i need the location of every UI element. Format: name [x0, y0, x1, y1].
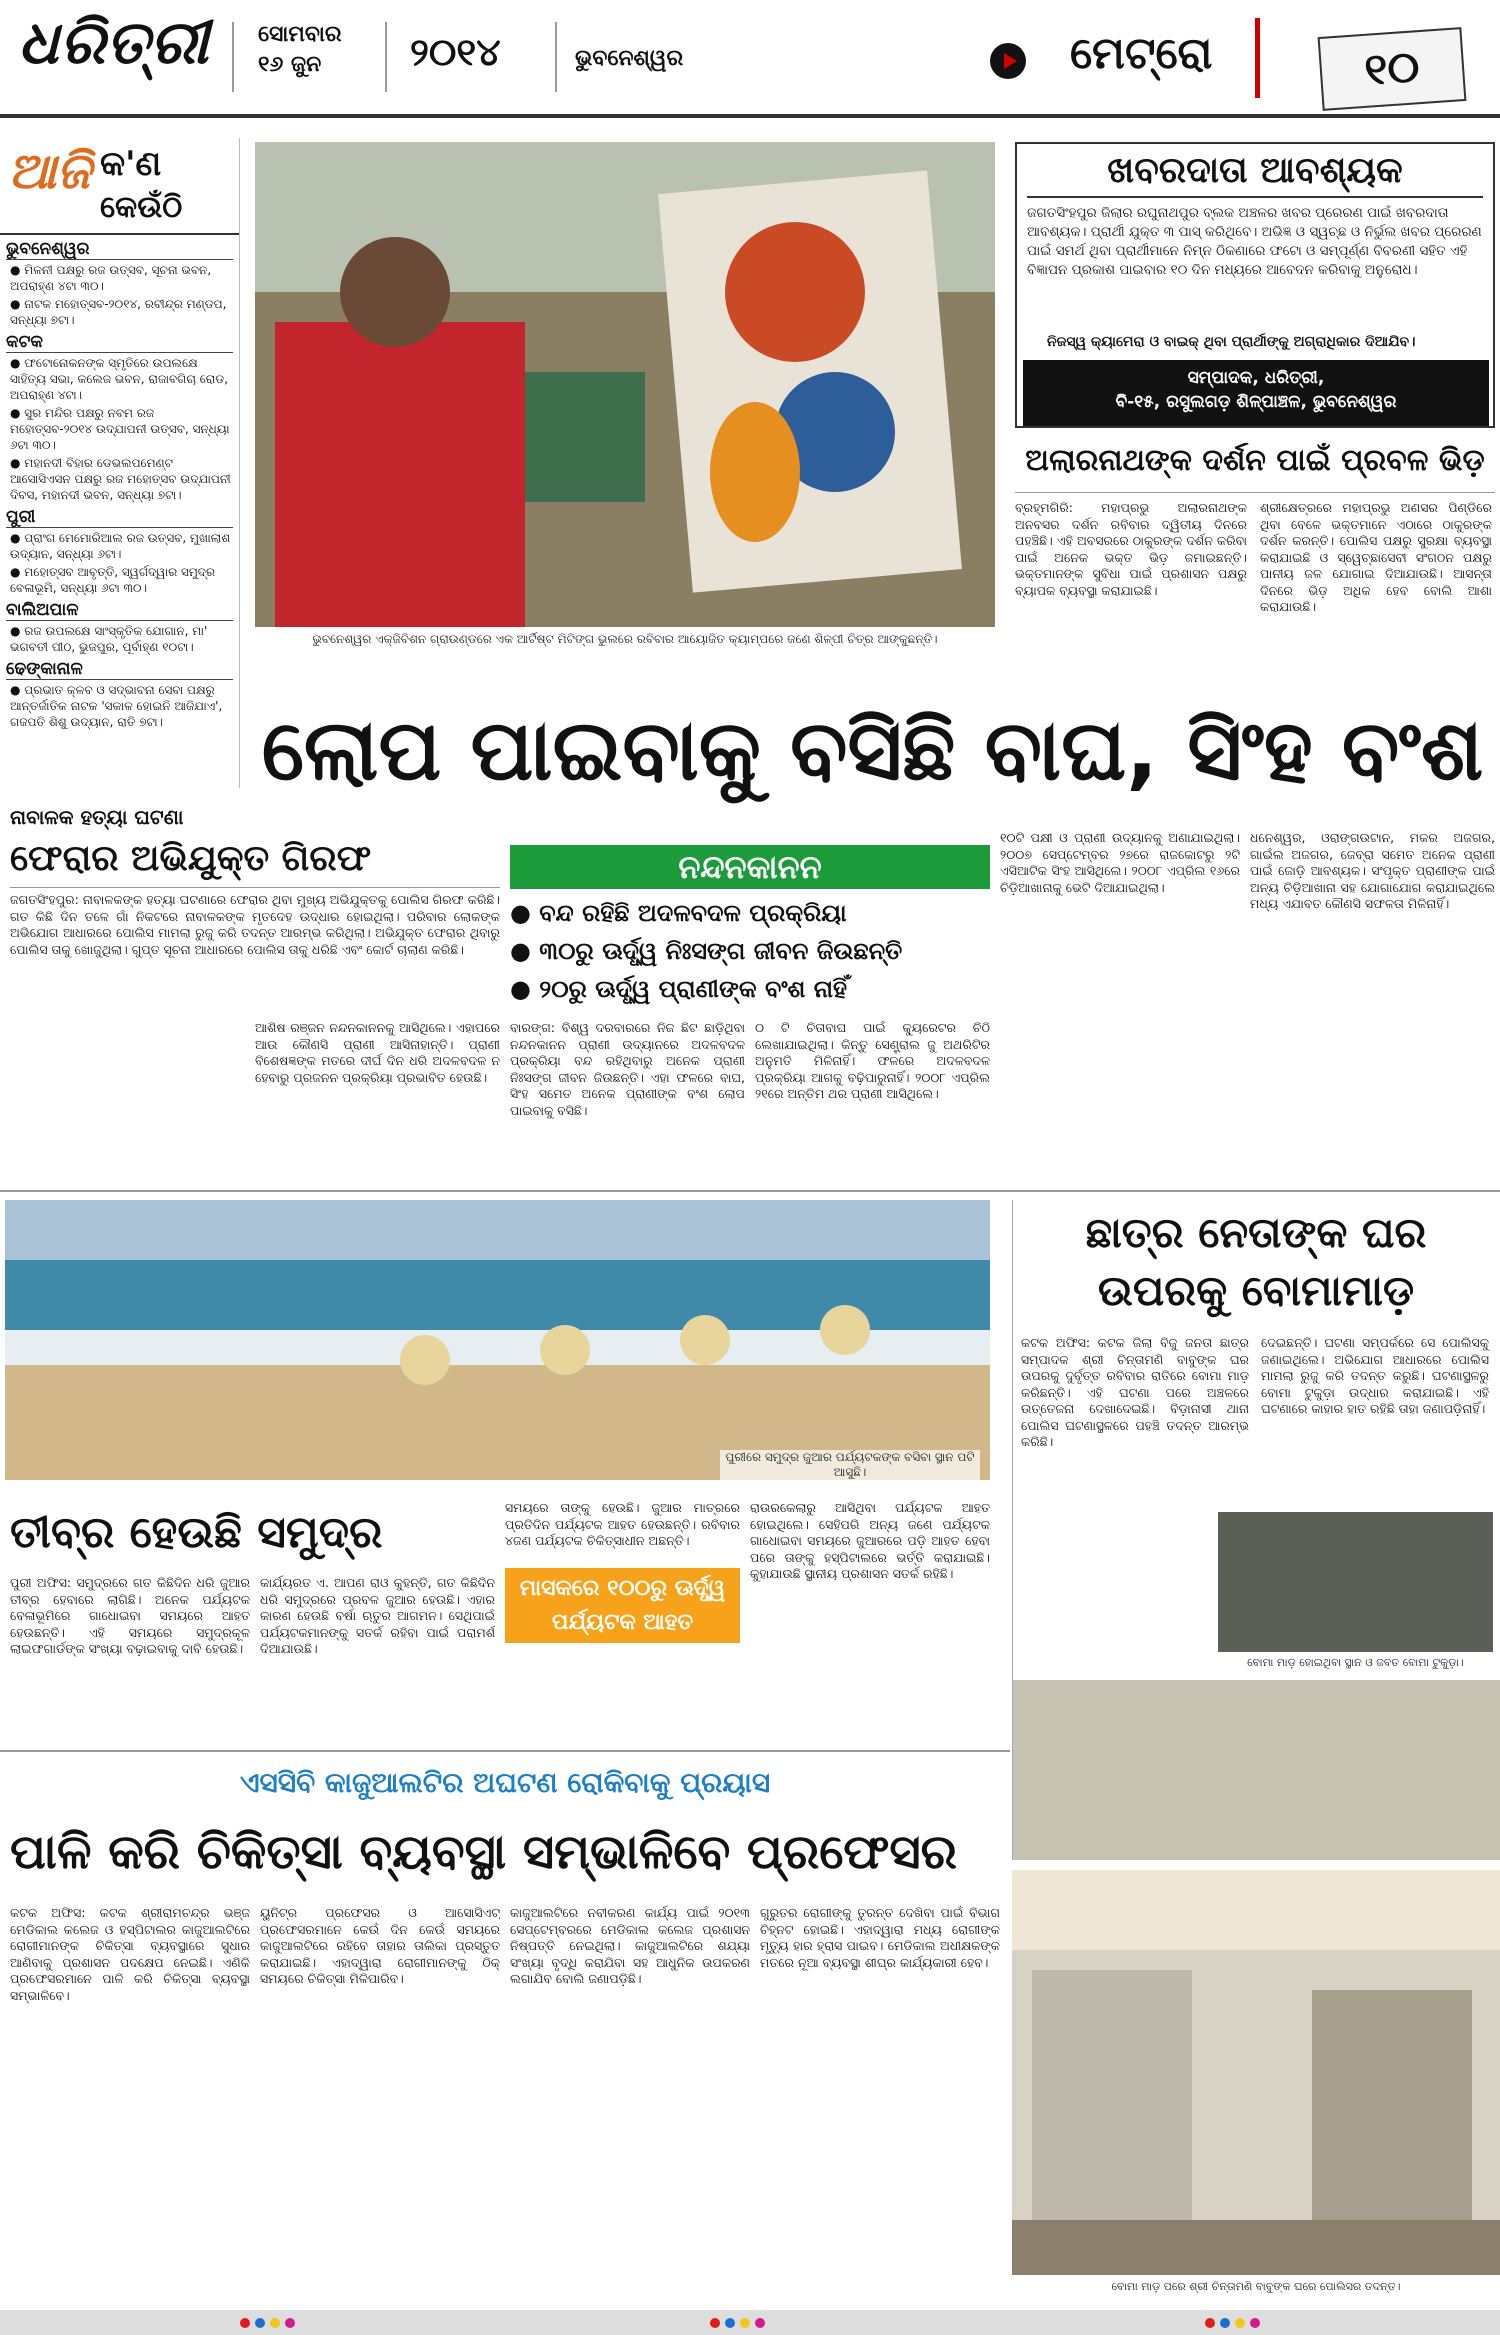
article-column: ସମୟରେ ତାଙ୍କୁ ହେଉଛି। ଜୁଆର ମାତ୍ରରେ ପ୍ରତିଦିନ ପର୍ଯ୍ୟଟକ ଆହତ ହେଉଛନ୍ତି। ରବିବାର ୪ଜଣ ପର୍ଯ୍ୟଟକ ଚିକିତ୍ସାଧୀନ ଅଛନ୍ତି। [505, 1500, 740, 1548]
issue-date [258, 20, 342, 80]
event-item: ● ପ୍ରାଂଗ ମେମୋରିଆଲ ରଜ ଉତ୍ସବ, ମୁଖାଲାଶ ଉଦ୍ୟାନ, ସନ୍ଧ୍ୟା ୬ଟା। [10, 530, 233, 562]
story-headline: ତୀବ୍ର ହେଉଛି ସମୁଦ୍ର [10, 1507, 383, 1558]
event-item: ● ମହୋତ୍ସବ ଆବୃତ୍ତି, ସ୍ୱର୍ଗଦ୍ୱାର ସମୁଦ୍ର ବେଳାଭୂମି, ସନ୍ଧ୍ୟା ୬ଟା ୩୦। [10, 564, 233, 596]
section-badge: ନନ୍ଦନକାନନ [510, 845, 990, 889]
event-item: ● ମହାନଦୀ ବିହାର ଡେଭଲପମେଣ୍ଟ ଆସୋସିଏସନ ପକ୍ଷରୁ ରଜ ମହୋତ୍ସବ ଉଦ୍‌ଯାପନୀ ଦିବସ, ମହାନଦୀ ଭବନ, ସନ୍ଧ୍ୟା ୭ଟା। [10, 455, 233, 503]
color-dot [255, 2318, 265, 2328]
sidebar-city: କଟକ [6, 332, 233, 353]
color-dot [710, 2318, 720, 2328]
color-dot [240, 2318, 250, 2328]
section-divider [0, 1750, 1010, 1752]
article-column: ୟୁନିଟ୍‌ର ପ୍ରଫେସର ଓ ଆସୋସିଏଟ୍ ପ୍ରଫେସରମାନେ କେଉଁ ଦିନ କେଉଁ ସମୟରେ କାଜୁଆଲଟିରେ ରହିବେ ତାହାର ତାଲିକା ପ୍ରସ୍ତୁତ କରାଯାଇଛି। ଏହାଦ୍ୱାରା ରୋଗୀମାନଙ୍କୁ ଠିକ୍ ସମୟରେ ଚିକିତ୍ସା ମିଳିପାରିବ। [260, 1905, 500, 1986]
ad-body: ଜଗତସିଂହପୁର ଜିଲାର ରଘୁନାଥପୁର ବ୍ଲକ ଅଞ୍ଚଳର ଖବର ପ୍ରେରଣ ପାଇଁ ଖବରଦାତା ଆବଶ୍ୟକ। ପ୍ରାର୍ଥୀ ଯୁକ୍ତ ୩ ପାସ୍ କରିଥିବେ। ଅଭିଜ୍ଞ ଓ ସ୍ୱଚ୍ଛ ଓ ନିର୍ଭୁଲ ଖବର ପ୍ରେରଣ ପାଇଁ ସମର୍ଥ ଥିବା ପ୍ରାର୍ଥୀମାନେ ନିମ୍ନ ଠିକଣାରେ ଫଟୋ ଓ ସମ୍ପୂର୍ଣ୍ଣ ବିବରଣୀ ସହିତ ଏହି ବିଜ୍ଞାପନ ପ୍ରକାଶ ପାଇବାର ୧୦ ଦିନ ମଧ୍ୟରେ ଆବେଦନ କରିବାକୁ ଅନୁରୋଧ। [1027, 205, 1482, 278]
newspaper-logo: ଧରିତ୍ରୀ [18, 8, 210, 78]
color-dot [1250, 2318, 1260, 2328]
color-dot [285, 2318, 295, 2328]
issue-year: ୨୦୧୪ [410, 30, 501, 74]
section-divider [0, 1190, 1500, 1192]
story-headline: ଫେରାର ଅଭିଯୁକ୍ତ ଗିରଫ [10, 838, 500, 888]
article-column: କାଜୁଆଲଟିରେ ନବୀକରଣ କାର୍ଯ୍ୟ ପାଇଁ ୨୦୧୩ ସେପ୍ଟେମ୍ବରରେ ମେଡିକାଲ କଲେଜ ପ୍ରଶାସନ ନିଷ୍ପତ୍ତି ନେଇଥିଲା। କାଜୁଆଲଟିରେ ଶଯ୍ୟା ସଂଖ୍ୟା ବୃଦ୍ଧି କରାଯିବା ସହ ଆଧୁନିକ ଉପକରଣ ଲଗାଯିବ ବୋଲି ଜଣାପଡ଼ିଛି। [510, 1905, 750, 1986]
sidebar-title: କ'ଣ [100, 144, 162, 184]
color-dot [1205, 2318, 1215, 2328]
events-sidebar [0, 138, 240, 788]
article-column: କାର୍ଯ୍ୟରତ ଏ. ଆପଣ ରାଓ କୁହନ୍ତି, ଗତ କିଛିଦିନ ଧରି ସମୁଦ୍ରରେ ପ୍ରବଳ ଜୁଆର ହେଉଛି। ଏହାର କାରଣ ହେଉଛି ବର୍ଷା ଋତୁର ଆଗମନ। ସେଥିପାଇଁ ପର୍ଯ୍ୟଟକମାନଙ୍କୁ ସତର୍କ ରହିବା ପାଇଁ ପରାମର୍ଶ ଦିଆଯାଉଛି। [260, 1575, 495, 1656]
sidebar-city: ବାଲିଅପାଳ [6, 600, 233, 621]
photo-caption: ବୋମା ମାଡ଼ ପରେ ଶ୍ରୀ ଚିନ୍ତାମଣି ବାବୁଙ୍କ ଘରେ ପୋଲିସର ତଦନ୍ତ। [1111, 2280, 1401, 2293]
sidebar-subtitle: କେଉଁଠି [100, 190, 183, 225]
article-column: ୦ ଟି ଚିତାବାଘ ପାଇଁ କ୍ୟୁରେଟର ଚିଠି ଲେଖାଯାଇଥିଲା। କିନ୍ତୁ ସେଣ୍ଟ୍ରାଲ ଜୁ ଅଥରିଟିର ଅନୁମତି ମିଳିନାହିଁ। ଫଳରେ ଅଦଳବଦଳ ପ୍ରକ୍ରିୟା ଆଗକୁ ବଢ଼ିପାରୁନାହିଁ। ୨୦୦୮ ଏପ୍ରିଲ ୨୧ରେ ଅନ୍ତିମ ଥର ପ୍ରାଣୀ ଆସିଥିଲେ। [755, 1020, 990, 1101]
article-column: ଆଶିଷ ରଞ୍ଜନ ନନ୍ଦନକାନନକୁ ଆସିଥିଲେ। ଏହାପରେ ଆଉ କୌଣସି ପ୍ରାଣୀ ଆସିନାହାନ୍ତି। ପ୍ରାଣୀ ବିଶେଷଜ୍ଞଙ୍କ ମତରେ ଦୀର୍ଘ ଦିନ ଧରି ଅଦଳବଦଳ ନ ହେବାରୁ ପ୍ରଜନନ ପ୍ରକ୍ରିୟା ପ୍ରଭାବିତ ହେଉଛି। [255, 1020, 500, 1085]
bullet-point: ● ୩୦ରୁ ଊର୍ଦ୍ଧ୍ୱ ନିଃସଙ୍ଗ ଜୀବନ ଜିଉଛନ୍ତି [510, 937, 903, 965]
ad-title: ଖବରଦାତା ଆବଶ୍ୟକ [1027, 150, 1483, 198]
article-column: କଟକ ଅଫିସ: କଟକ ଜିଲା ବିଜୁ ଜନତା ଛାତ୍ର ସମ୍ପାଦକ ଶ୍ରୀ ଚିନ୍ତାମଣି ବାବୁଙ୍କ ଘର ଉପରକୁ ଦୁର୍ବୃତ୍ତ ରବିବାର ରାତିରେ ବୋମା ମାଡ଼ କରିଛନ୍ତି। ଏହି ଘଟଣା ପରେ ଅଞ୍ଚଳରେ ଉତ୍ତେଜନା ଦେଖାଦେଇଛି। ବିଡ଼ାନାସୀ ଥାନା ପୋଲିସ ଘଟଣାସ୍ଥଳରେ ପହଞ୍ଚି ତଦନ୍ତ ଆରମ୍ଭ କରିଛି। [1021, 1335, 1249, 1449]
article-column: ପୁରୀ ଅଫିସ: ସମୁଦ୍ରରେ ଗତ କିଛିଦିନ ଧରି ଜୁଆର ତୀବ୍ର ହେବାରେ ଲାଗିଛି। ଅନେକ ପର୍ଯ୍ୟଟକ ବେଳାଭୂମିରେ ଗାଧୋଇବା ସମୟରେ ଆହତ ହେଉଛନ୍ତି। ଏହି ସମୟରେ ସମୁଦ୍ରକୂଳ ଲାଇଫଗାର୍ଡଙ୍କ ସଂଖ୍ୟା ବଢ଼ାଇବାକୁ ଦାବି ହେଉଛି। [10, 1575, 250, 1656]
page-footer [0, 2310, 1500, 2335]
story-body: ଜଗତସିଂହପୁର: ନାବାଳକଙ୍କ ହତ୍ୟା ଘଟଣାରେ ଫେରାର ଥିବା ମୁଖ୍ୟ ଅଭିଯୁକ୍ତକୁ ପୋଲିସ ଗିରଫ କରିଛି। ଗତ କିଛି ଦିନ ତଳେ ଗାଁ ନିକଟରେ ନାବାଳକଙ୍କ ମୃତଦେହ ଉଦ୍ଧାର ହୋଇଥିଲା। ପରିବାର ଲୋକଙ୍କ ଅଭିଯୋଗ ଆଧାରରେ ପୋଲିସ ମାମଲା ରୁଜୁ କରି ତଦନ୍ତ ଆରମ୍ଭ କରିଥିଲା। ଅଭିଯୁକ୍ତ ଫେରାର ଥିବାରୁ ପୋଲିସ ତାକୁ ଖୋଜୁଥିଲା। ଗୁପ୍ତ ସୂଚନା ଆଧାରରେ ପୋଲିସ ତାକୁ ଧରିଛି ଏବଂ କୋର୍ଟ ଚାଲାଣ କରିଛି। [10, 892, 500, 957]
color-dot [270, 2318, 280, 2328]
police-photo [1012, 1870, 1500, 2275]
divider [232, 22, 234, 92]
bullet-point: ● ବନ୍ଦ ରହିଛି ଅଦଳବଦଳ ପ୍ରକ୍ରିୟା [510, 899, 847, 927]
color-dot [755, 2318, 765, 2328]
article-column: ଦେଇଛନ୍ତି। ଘଟଣା ସମ୍ପର୍କରେ ସେ ପୋଲିସକୁ ଜଣାଇଥିଲେ। ଅଭିଯୋଗ ଆଧାରରେ ପୋଲିସ ମାମଲା ରୁଜୁ କରି ତଦନ୍ତ କରୁଛି। ଘଟଣାସ୍ଥଳରୁ ବୋମା ଟୁକୁଡ଼ା ଉଦ୍ଧାର କରାଯାଇଛି। ଏହି ଘଟଣାରେ କାହାର ହାତ ରହିଛି ତାହା ଜଣାପଡ଼ିନାହିଁ। [1261, 1335, 1489, 1416]
photo-caption: ବୋମା ମାଡ଼ ହୋଇଥିବା ସ୍ଥାନ ଓ ଜବତ ବୋମା ଟୁକୁଡ଼ା। [1247, 1656, 1464, 1669]
story-headline: ପାଳି କରି ଚିକିତ୍ସା ବ୍ୟବସ୍ଥା ସମ୍ଭାଳିବେ ପ୍ରଫେସର [10, 1824, 958, 1880]
story-headline: ଛାତ୍ର ନେତାଙ୍କ ଘର ଉପରକୁ ବୋମାମାଡ଼ [1085, 1208, 1427, 1315]
main-headline: ଲୋପ ପାଇବାକୁ ବସିଛି ବାଘ, ସିଂହ ବଂଶ [261, 701, 1484, 799]
accent-bar [1255, 18, 1260, 98]
ad-contact-line: ବି-୧୫, ରସୁଲଗଡ଼ ଶିଳ୍ପାଞ୍ଚଳ, ଭୁବନେଶ୍ୱର [1115, 392, 1397, 412]
sidebar-city: ପୁରୀ [6, 507, 233, 528]
police-house-photo [1013, 1680, 1500, 1860]
article-column: ଧନେଶ୍ୱର, ଓରାଙ୍ଗଉଟାନ, ମକର ଅଜଗର, ଗାଇଁଲ ଅଜଗର, ଜେବ୍ରା ସମେତ ଅନେକ ପ୍ରାଣୀ ପାଇଁ ଜୋଡ଼ି ଆବଶ୍ୟକ। ସଂପୃକ୍ତ ପ୍ରାଣୀଙ୍କ ପାଇଁ ଅନ୍ୟ ଚିଡ଼ିଆଖାନା ସହ ଯୋଗାଯୋଗ କରାଯାଇଥିଲେ ମଧ୍ୟ ଏଯାବତ କୌଣସି ସଫଳତା ମିଳିନାହିଁ। [1250, 830, 1495, 911]
event-item: ● ନାଟକ ମହୋତ୍ସବ-୨୦୧୪, ରବୀନ୍ଦ୍ର ମଣ୍ଡପ, ସନ୍ଧ୍ୟା ୭ଟା। [10, 296, 233, 328]
ad-note: ନିଜସ୍ୱ କ୍ୟାମେରା ଓ ବାଇକ୍ ଥିବା ପ୍ରାର୍ଥୀଙ୍କୁ ଅଗ୍ରାଧିକାର ଦିଆଯିବ। [1047, 334, 1416, 350]
page-number: ୧୦ [1318, 27, 1467, 111]
edition-city: ଭୁବନେଶ୍ୱର [575, 46, 684, 71]
story-kicker: ନାବାଳକ ହତ୍ୟା ଘଟଣା [10, 805, 184, 829]
bullet-text: ୨୦ରୁ ଊର୍ଦ୍ଧ୍ୱ ପ୍ରାଣୀଙ୍କ ବଂଶ ନାହିଁ [539, 975, 848, 1003]
event-item: ● ରଜ ଉପଲକ୍ଷେ ସାଂସ୍କୃତିକ ଯୋଗାନ, ମା' ଭଗବତୀ ପୀଠ, ଭୁଜପୁର, ପୂର୍ବାହ୍ଣ ୧୦ଟା। [10, 623, 233, 655]
sidebar-city: ଭୁବନେଶ୍ୱର [6, 239, 233, 260]
article-column: ଗୁରୁତର ରୋଗୀଙ୍କୁ ତୁରନ୍ତ ଦେଖିବା ପାଇଁ ବିଭାଗ ଚିହ୍ନଟ ହୋଇଛି। ଏହାଦ୍ୱାରା ମଧ୍ୟ ରୋଗୀଙ୍କ ମୃତ୍ୟୁ ହାର ହ୍ରାସ ପାଇବ। ମେଡିକାଲ ଅଧୀକ୍ଷକଙ୍କ ମତରେ ନୂଆ ବ୍ୟବସ୍ଥା ଶୀଘ୍ର କାର୍ଯ୍ୟକାରୀ ହେବ। [760, 1905, 1000, 1970]
divider [555, 22, 557, 92]
ad-contact [1023, 360, 1489, 428]
event-item: ● ମିଳନୀ ପକ୍ଷରୁ ରଜ ଉତ୍ସବ, ସୂଚନା ଭବନ, ଅପରାହ୍ଣ ୪ଟା ୩୦। [10, 262, 233, 294]
article-column: ବ୍ରହ୍ମଗିରି: ମହାପ୍ରଭୁ ଅଲାରନାଥଙ୍କ ଅନବସର ଦର୍ଶନ ରବିବାର ଦ୍ୱିତୀୟ ଦିନରେ ପହଞ୍ଚିଛି। ଏହି ଅବସରରେ ଠାକୁରଙ୍କ ଦର୍ଶନ କରିବା ପାଇଁ ଅନେକ ଭକ୍ତ ଭିଡ଼ ଜମାଇଛନ୍ତି। ଭକ୍ତମାନଙ୍କ ସୁବିଧା ପାଇଁ ପ୍ରଶାସନ ପକ୍ଷରୁ ବ୍ୟାପକ ବ୍ୟବସ୍ଥା କରାଯାଇଛି। [1015, 500, 1247, 598]
article-column: ରାଉରକେଲାରୁ ଆସିଥିବା ପର୍ଯ୍ୟଟକ ଆହତ ହୋଇଥିଲେ। ସେହିପରି ଅନ୍ୟ ଜଣେ ପର୍ଯ୍ୟଟକ ଗାଧୋଇବା ସମୟରେ ଜୁଆରରେ ପଡ଼ି ଆହତ ହେବା ପରେ ତାଙ୍କୁ ହସ୍ପିଟାଲରେ ଭର୍ତ୍ତି କରାଯାଇଛି। କୁହାଯାଉଛି ସ୍ଥାନୀୟ ପ୍ରଶାସନ ସତର୍କ ରହିଛି। [750, 1500, 990, 1581]
color-dot [725, 2318, 735, 2328]
issue-date-text: ୧୬ ଜୁନ [258, 52, 322, 77]
color-dot [740, 2318, 750, 2328]
section-title: ମେଟ୍ରୋ [1070, 28, 1213, 79]
article-column: କଟକ ଅଫିସ: କଟକ ଶ୍ରୀରାମଚନ୍ଦ୍ର ଭଞ୍ଜ ମେଡିକାଲ କଲେଜ ଓ ହସ୍ପିଟାଲର କାଜୁଆଲଟିରେ ରୋଗୀମାନଙ୍କ ଚିକିତ୍ସା ବ୍ୟବସ୍ଥାରେ ସୁଧାର ଆଣିବାକୁ ପ୍ରଶାସନ ପଦକ୍ଷେପ ନେଇଛି। ଏଣିକି ପ୍ରଫେସରମାନେ ପାଳି କରି ଚିକିତ୍ସା ବ୍ୟବସ୍ଥା ସମ୍ଭାଳିବେ। [10, 1905, 250, 2003]
painter-photo [255, 142, 995, 627]
issue-day: ସୋମବାର [258, 22, 342, 47]
event-item: ● ପ୍ରଭାତ କ୍ଳବ ଓ ସଦ୍ଭାବନା ସେବା ପକ୍ଷରୁ ଆନ୍ତର୍ଜାତିକ ନାଟକ 'ସକାଳ ହୋଇନି ଆଜିଯାଏ', ଗଜପତି ଶିଶୁ ଉଦ୍ୟାନ, ରାତି ୭ଟା। [10, 682, 233, 730]
divider [385, 22, 387, 92]
student-story [1012, 1200, 1500, 1860]
sidebar-city: ଢେଙ୍କାନାଳ [6, 659, 233, 680]
play-icon [990, 43, 1026, 79]
classified-ad [1015, 142, 1495, 428]
photo-caption: ଭୁବନେଶ୍ୱର ଏକ୍ଜିବିଶନ ଗ୍ରାଉଣ୍ଡରେ ଏକ ଆର୍ଟିଷ୍ଟ ମିଟିଙ୍ଗ ଭୁଲରେ ରବିବାର ଆୟୋଜିତ କ୍ୟାମ୍ପରେ ଜଣେ ଶିଳ୍ପୀ ଚିତ୍ର ଆଙ୍କୁଛନ୍ତି। [312, 632, 938, 646]
event-item: ● ସୁର ମନ୍ଦିର ପକ୍ଷରୁ ନବମ ରଜ ମହୋତ୍ସବ-୨୦୧୪ ଉଦ୍‌ଯାପନୀ ଉତ୍ସବ, ସନ୍ଧ୍ୟା ୬ଟା ୩୦। [10, 405, 233, 453]
color-dot [1220, 2318, 1230, 2328]
sidebar-header [0, 138, 239, 235]
story-kicker: ଏସସିବି କାଜୁଆଲଟିର ଅଘଟଣ ରୋକିବାକୁ ପ୍ରୟାସ [239, 1766, 771, 1799]
beach-photo [5, 1200, 990, 1480]
ad-contact-line: ସମ୍ପାଦକ, ଧରିତ୍ରୀ, [1187, 368, 1325, 388]
color-dot [1235, 2318, 1245, 2328]
highlight-box: ମାସକରେ ୧୦୦ରୁ ଊର୍ଦ୍ଧ୍ୱ ପର୍ଯ୍ୟଟକ ଆହତ [505, 1568, 740, 1643]
sidebar-aji: ଆଜି [8, 142, 91, 200]
masthead [0, 0, 1500, 118]
article-column: ଶ୍ରୀକ୍ଷେତ୍ରରେ ମହାପ୍ରଭୁ ଅଣସର ପିଣ୍ଡିରେ ଥିବା ବେଳେ ଭକ୍ତମାନେ ଏଠାରେ ଠାକୁରଙ୍କ ଦର୍ଶନ କରନ୍ତି। ପୋଲିସ ପକ୍ଷରୁ ସୁରକ୍ଷା ବ୍ୟବସ୍ଥା କରାଯାଇଛି ଓ ସ୍ୱେଚ୍ଛାସେବୀ ସଂଗଠନ ପକ୍ଷରୁ ପାନୀୟ ଜଳ ଯୋଗାଇ ଦିଆଯାଉଛି। ଆସନ୍ତା ଦିନରେ ଭିଡ଼ ଅଧିକ ହେବ ବୋଲି ଆଶା କରାଯାଉଛି। [1260, 500, 1492, 614]
event-item: ● ଫଟୋନୋକନଙ୍କ ସ୍ମୃତିରେ ଉପଲକ୍ଷେ ସାହିତ୍ୟ ସଭା, କଲେଜ ଭବନ, ରାଜାବଗିଚା ରୋଡ, ଅପରାହ୍ଣ ୪ଟା। [10, 355, 233, 403]
bullet-text: ୩୦ରୁ ଊର୍ଦ୍ଧ୍ୱ ନିଃସଙ୍ଗ ଜୀବନ ଜିଉଛନ୍ତି [539, 937, 903, 965]
bullet-text: ବନ୍ଦ ରହିଛି ଅଦଳବଦଳ ପ୍ରକ୍ରିୟା [539, 899, 847, 927]
bullet-point: ● ୨୦ରୁ ଊର୍ଦ୍ଧ୍ୱ ପ୍ରାଣୀଙ୍କ ବଂଶ ନାହିଁ [510, 975, 848, 1003]
article-column: ବାରଙ୍ଗ: ବିଶ୍ୱ ଦରବାରରେ ନିଜ ଛିଟ ଛାଡ଼ିଥିବା ନନ୍ଦନକାନନ ପ୍ରାଣୀ ଉଦ୍ୟାନରେ ଅଦଳବଦଳ ପ୍ରକ୍ରିୟା ବନ୍ଦ ରହିଥିବାରୁ ଅନେକ ପ୍ରାଣୀ ନିଃସଙ୍ଗ ଜୀବନ ଜିଉଛନ୍ତି। ଏହା ଫଳରେ ବାଘ, ସିଂହ ସମେତ ଅନେକ ପ୍ରାଣୀଙ୍କ ବଂଶ ଲୋପ ପାଇବାକୁ ବସିଛି। [510, 1020, 745, 1118]
article-column: ୧୦ଟି ପକ୍ଷୀ ଓ ପ୍ରାଣୀ ଉଦ୍ୟାନକୁ ଅଣାଯାଇଥିଲା। ୨୦୦୭ ସେପ୍ଟେମ୍ବର ୨୭ରେ ରାଜକୋଟରୁ ୨ଟି ଏସିଆଟିକ ସିଂହ ଆସିଥିଲେ। ୨୦୦୮ ଏପ୍ରିଲ ୧୬ରେ ଚିଡ଼ିଆଖାନାକୁ ଭେଟି ଦିଆଯାଇଥିଲା। [1000, 830, 1240, 895]
photo-caption: ପୁରୀରେ ସମୁଦ୍ର ଜୁଆର ପର୍ଯ୍ୟଟକଙ୍କ ବସିବା ସ୍ଥାନ ପଟି ଆସୁଛି। [720, 1450, 980, 1484]
article-headline: ଅଲାରନାଥଙ୍କ ଦର୍ଶନ ପାଇଁ ପ୍ରବଳ ଭିଡ଼ [1015, 443, 1495, 493]
bomb-site-photo [1218, 1512, 1493, 1652]
highlight-bullets [510, 894, 990, 1012]
